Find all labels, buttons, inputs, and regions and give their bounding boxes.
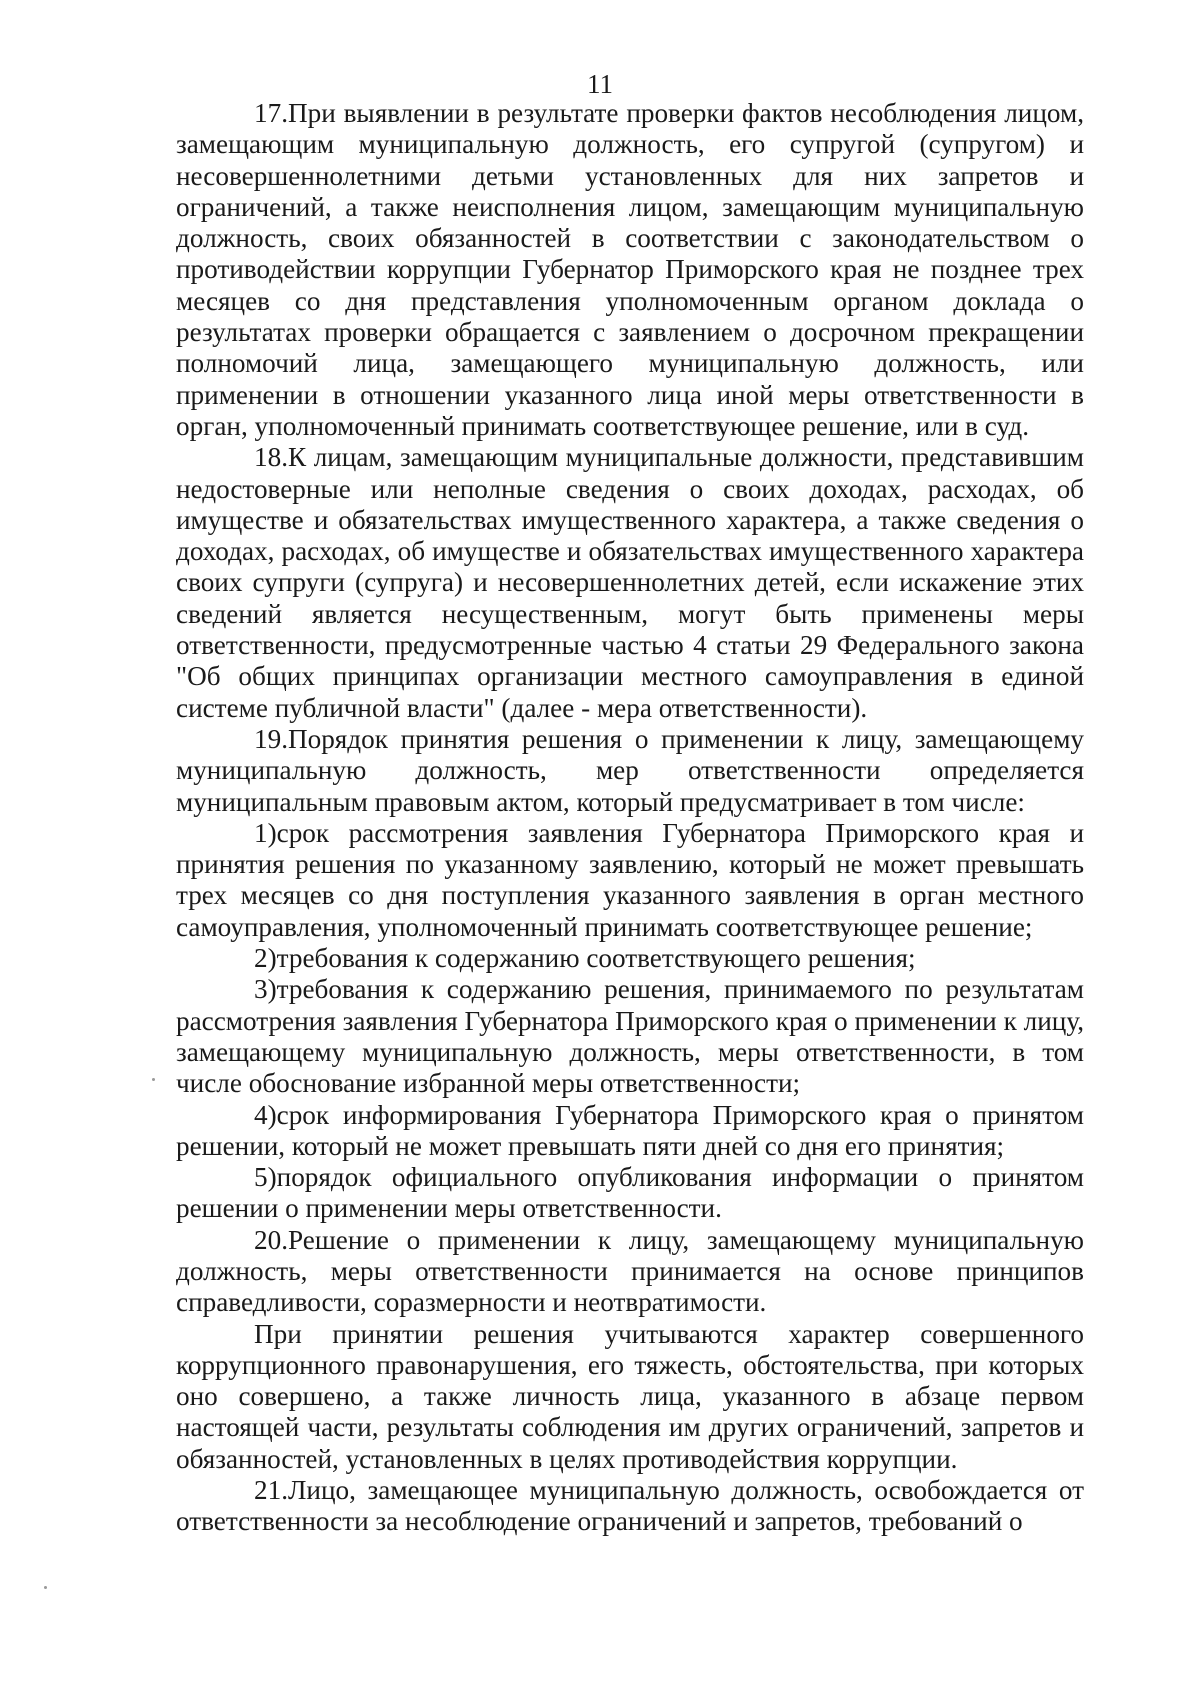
list-item-5: 5)порядок официального опубликования информации о принятом решении о применении меры ответственности.: [176, 1162, 1084, 1224]
paragraph-20-part-2: При принятии решения учитываются характер совершенного коррупционного правонарушения, его тяжесть, обстоятельства, при которых оно совершено, а также личность лица, указанного в абзаце первом настоящей части, результаты соблюдения им других ограничений, запретов и обязанностей, установленных в целях противодействия коррупции.: [176, 1318, 1084, 1474]
paragraph-18: 18.К лицам, замещающим муниципальные должности, представившим недостоверные или неполные сведения о своих доходах, расходах, об имуществе и обязательствах имущественного характера, а также сведения о доходах, расходах, об имуществе и обязательствах имущественного характера своих супруги (супруга) и несовершеннолетних детей, если искажение этих сведений является несущественным, могут быть применены меры ответственности, предусмотренные частью 4 статьи 29 Федерального закона "Об общих принципах организации местного самоуправления в единой системе публичной власти" (далее - мера ответственности).: [176, 442, 1084, 723]
paragraph-21: 21.Лицо, замещающее муниципальную должность, освобождается от ответственности за несоблюдение ограничений и запретов, требований о: [176, 1475, 1084, 1537]
paragraph-17: 17.При выявлении в результате проверки фактов несоблюдения лицом, замещающим муниципальную должность, его супругой (супругом) и несовершеннолетними детьми установленных для них запретов и ограничений, а также неисполнения лицом, замещающим муниципальную должность, своих обязанностей в соответствии с законодательством о противодействии коррупции Губернатор Приморского края не позднее трех месяцев со дня представления уполномоченным органом доклада о результатах проверки обращается с заявлением о досрочном прекращении полномочий лица, замещающего муниципальную должность, или применении в отношении указанного лица иной меры ответственности в орган, уполномоченный принимать соответствующее решение, или в суд.: [176, 98, 1084, 441]
list-item-4: 4)срок информирования Губернатора Приморского края о принятом решении, который не может превышать пяти дней со дня его принятия;: [176, 1099, 1084, 1161]
scan-speck: [44, 1586, 47, 1589]
list-item-2: 2)требования к содержанию соответствующего решения;: [254, 943, 916, 974]
paragraph-19: 19.Порядок принятия решения о применении к лицу, замещающему муниципальную должность, мер ответственности определяется муниципальным правовым актом, который предусматривает в том числе:: [176, 723, 1084, 817]
paragraph-20: 20.Решение о применении к лицу, замещающему муниципальную должность, меры ответственности принимается на основе принципов справедливости, соразмерности и неотвратимости.: [176, 1224, 1084, 1318]
list-item-3: 3)требования к содержанию решения, принимаемого по результатам рассмотрения заявления Губернатора Приморского края о применении к лицу, замещающему муниципальную должность, меры ответственности, в том числе обоснование избранной меры ответственности;: [176, 974, 1084, 1099]
document-body: [176, 98, 1084, 1538]
list-item-1: 1)срок рассмотрения заявления Губернатора Приморского края и принятия решения по указанному заявлению, который не может превышать трех месяцев со дня поступления указанного заявления в орган местного самоуправления, уполномоченный принимать соответствующее решение;: [176, 817, 1084, 942]
page-number: 11: [587, 69, 613, 99]
scan-speck: [152, 1078, 155, 1081]
